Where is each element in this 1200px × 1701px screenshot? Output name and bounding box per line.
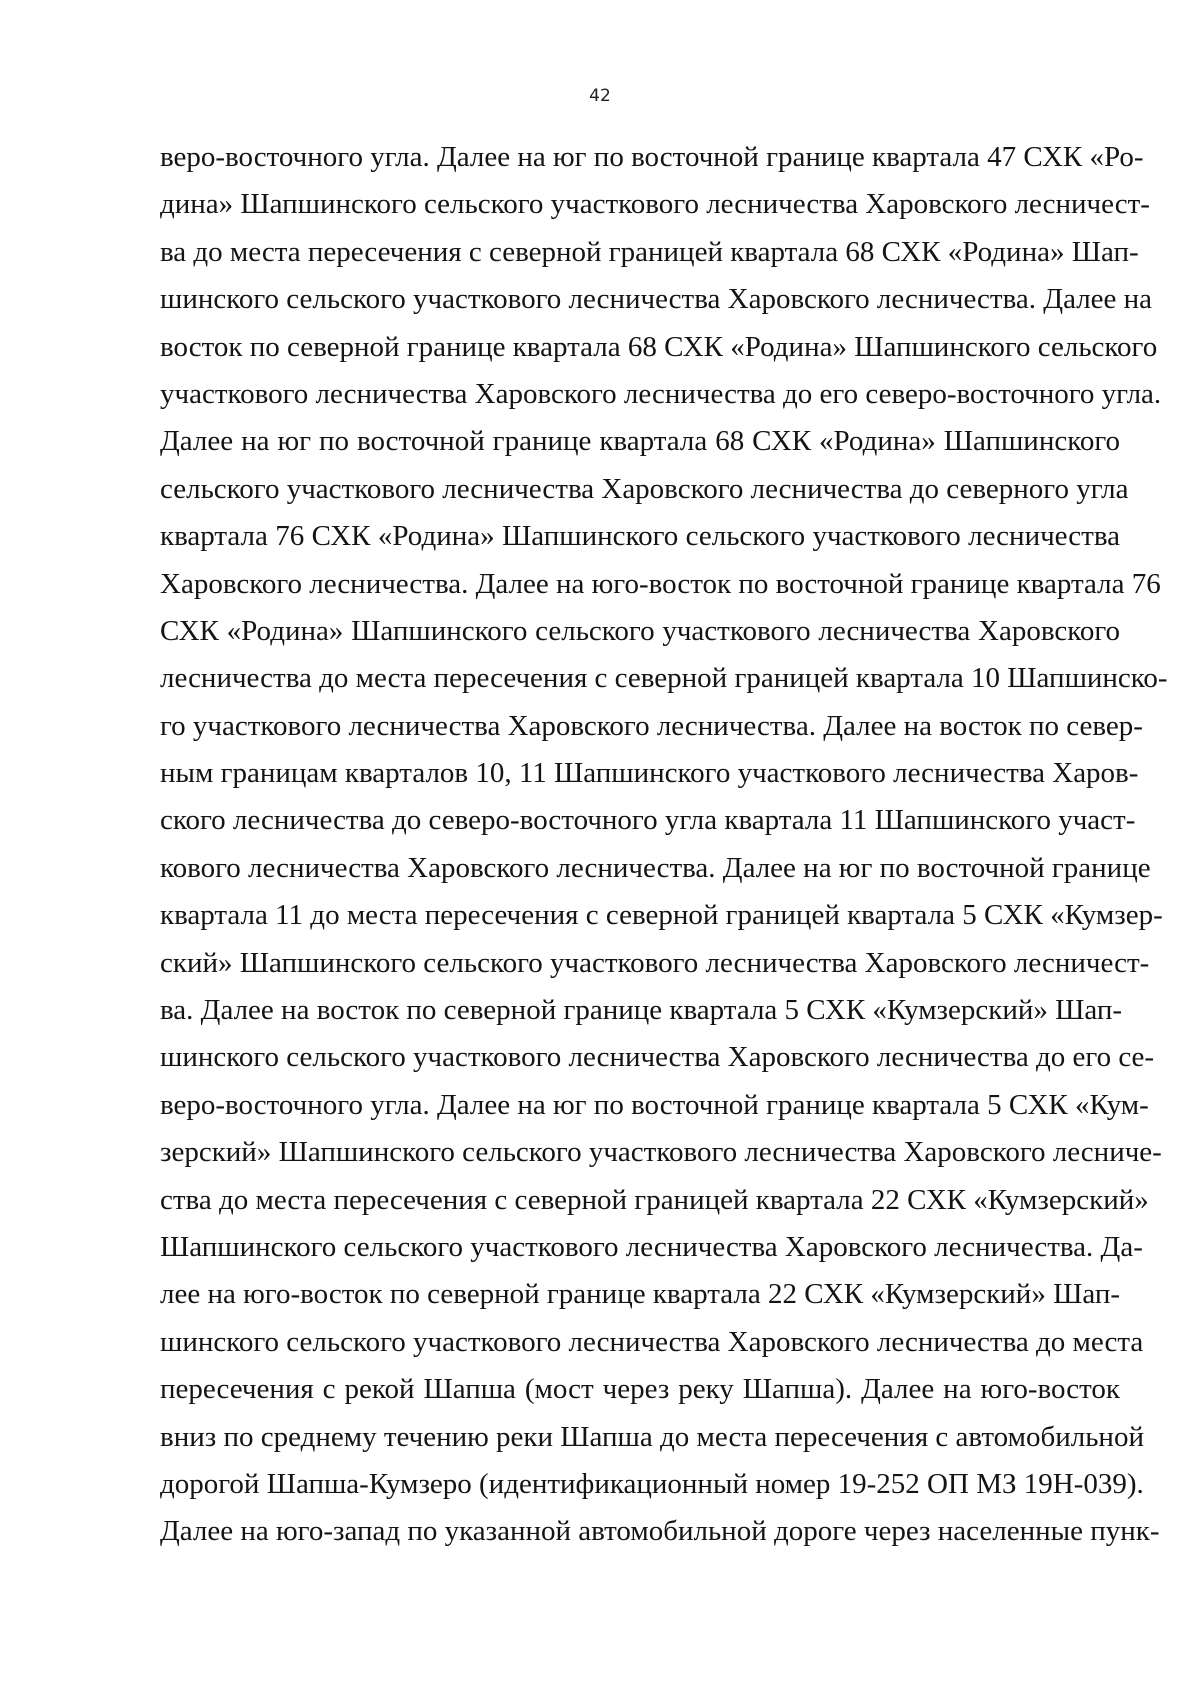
text-line: веро-восточного угла. Далее на юг по восточной границе квартала 47 СХК «Ро- — [160, 141, 1144, 173]
text-line: го участкового лесничества Харовского лесничества. Далее на восток по север- — [160, 709, 1143, 742]
text-line: Далее на юго-запад по указанной автомобильной дороге через населенные пунк- — [160, 1515, 1160, 1548]
text-line: дина» Шапшинского сельского участкового лесничества Харовского лесничест- — [160, 188, 1150, 221]
text-line: веро-восточного угла. Далее на юг по восточной границе квартала 5 СХК «Кум- — [160, 1088, 1149, 1121]
text-line: ский» Шапшинского сельского участкового лесничества Харовского лесничест- — [160, 946, 1150, 979]
text-line: сельского участкового лесничества Харовского лесничества до северного угла — [160, 472, 1129, 505]
text-line: дорогой Шапша-Кумзеро (идентификационный номер 19-252 ОП МЗ 19Н-039). — [160, 1467, 1144, 1500]
page-number: 42 — [589, 86, 611, 106]
text-line: кового лесничества Харовского лесничества. Далее на юг по восточной границе — [160, 851, 1151, 884]
body-text — [160, 134, 1168, 1556]
text-line: ского лесничества до северо-восточного угла квартала 11 Шапшинского участ- — [160, 804, 1136, 837]
text-line: пересечения с рекой Шапша (мост через реку Шапша). Далее на юго-восток — [160, 1373, 1120, 1406]
text-line: ства до места пересечения с северной границей квартала 22 СХК «Кумзерский» — [160, 1183, 1149, 1216]
text-line: зерский» Шапшинского сельского участкового лесничества Харовского лесниче- — [160, 1136, 1162, 1169]
text-line: ва до места пересечения с северной границей квартала 68 СХК «Родина» Шап- — [160, 235, 1139, 268]
text-line: ва. Далее на восток по северной границе квартала 5 СХК «Кумзерский» Шап- — [160, 994, 1123, 1027]
text-line: шинского сельского участкового лесничества Харовского лесничества до места — [160, 1325, 1144, 1358]
text-line: Шапшинского сельского участкового лесничества Харовского лесничества. Да- — [160, 1230, 1143, 1263]
text-line: шинского сельского участкового лесничества Харовского лесничества. Далее на — [160, 283, 1153, 316]
text-line: участкового лесничества Харовского лесничества до его северо-восточного угла. — [160, 377, 1162, 410]
text-line: восток по северной границе квартала 68 СХК «Родина» Шапшинского сельского — [160, 330, 1158, 363]
text-line: вниз по среднему течению реки Шапша до места пересечения с автомобильной — [160, 1420, 1144, 1453]
text-line: лесничества до места пересечения с северной границей квартала 10 Шапшинско- — [160, 662, 1168, 695]
text-line: квартала 76 СХК «Родина» Шапшинского сельского участкового лесничества — [160, 520, 1120, 553]
text-line: шинского сельского участкового лесничества Харовского лесничества до его се- — [160, 1041, 1155, 1074]
text-line: лее на юго-восток по северной границе квартала 22 СХК «Кумзерский» Шап- — [160, 1278, 1120, 1311]
text-line: квартала 11 до места пересечения с северной границей квартала 5 СХК «Кумзер- — [160, 899, 1163, 932]
text-line: СХК «Родина» Шапшинского сельского участкового лесничества Харовского — [160, 614, 1120, 647]
text-line: Харовского лесничества. Далее на юго-восток по восточной границе квартала 76 — [160, 567, 1161, 600]
text-line: ным границам кварталов 10, 11 Шапшинского участкового лесничества Харов- — [160, 757, 1139, 790]
text-line: Далее на юг по восточной границе квартала 68 СХК «Родина» Шапшинского — [160, 425, 1120, 458]
